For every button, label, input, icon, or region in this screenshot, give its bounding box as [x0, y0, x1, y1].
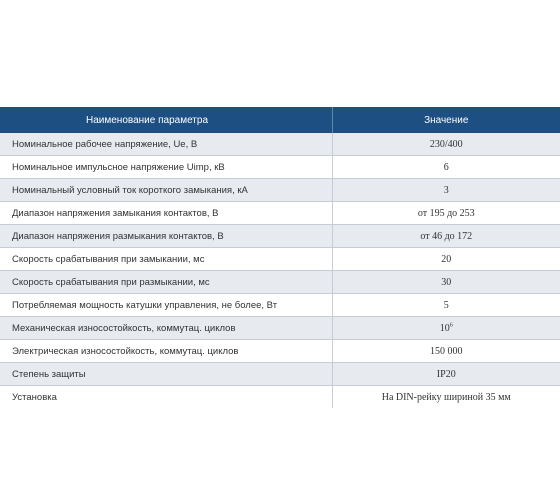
spec-table [0, 107, 560, 408]
param-cell: Степень защиты [0, 363, 332, 386]
value-cell [332, 317, 560, 340]
value-cell: 3 [332, 179, 560, 202]
value-cell: 5 [332, 294, 560, 317]
table-header [0, 107, 560, 133]
param-cell: Механическая износостойкость, коммутац. циклов [0, 317, 332, 340]
param-cell: Скорость срабатывания при размыкании, мс [0, 271, 332, 294]
value-cell: 230/400 [332, 133, 560, 156]
table-row [0, 363, 560, 386]
param-cell: Диапазон напряжения размыкания контактов, В [0, 225, 332, 248]
table-row [0, 340, 560, 363]
param-cell: Номинальный условный ток короткого замыкания, кА [0, 179, 332, 202]
table-body [0, 133, 560, 408]
param-cell: Установка [0, 386, 332, 409]
value-cell: 20 [332, 248, 560, 271]
table-row [0, 317, 560, 340]
header-row [0, 107, 560, 133]
value-cell: IP20 [332, 363, 560, 386]
value-cell: На DIN-рейку шириной 35 мм [332, 386, 560, 409]
table-row [0, 386, 560, 409]
value-cell: 30 [332, 271, 560, 294]
value-cell: от 46 до 172 [332, 225, 560, 248]
header-param: Наименование параметра [0, 107, 332, 133]
param-cell: Номинальное рабочее напряжение, Ue, В [0, 133, 332, 156]
param-cell: Электрическая износостойкость, коммутац. циклов [0, 340, 332, 363]
param-cell: Диапазон напряжения замыкания контактов, В [0, 202, 332, 225]
table-row [0, 202, 560, 225]
table-row [0, 179, 560, 202]
table-row [0, 225, 560, 248]
param-cell: Потребляемая мощность катушки управления, не более, Вт [0, 294, 332, 317]
value-cell: 6 [332, 156, 560, 179]
value-exponent: 6 [449, 322, 453, 329]
table-row [0, 271, 560, 294]
table-row [0, 156, 560, 179]
value-base: 10 [439, 322, 450, 334]
value-cell: от 195 до 253 [332, 202, 560, 225]
table-row [0, 248, 560, 271]
table-row [0, 133, 560, 156]
table-row [0, 294, 560, 317]
header-value: Значение [332, 107, 560, 133]
value-cell: 150 000 [332, 340, 560, 363]
param-cell: Номинальное импульсное напряжение Uimp, кВ [0, 156, 332, 179]
param-cell: Скорость срабатывания при замыкании, мс [0, 248, 332, 271]
